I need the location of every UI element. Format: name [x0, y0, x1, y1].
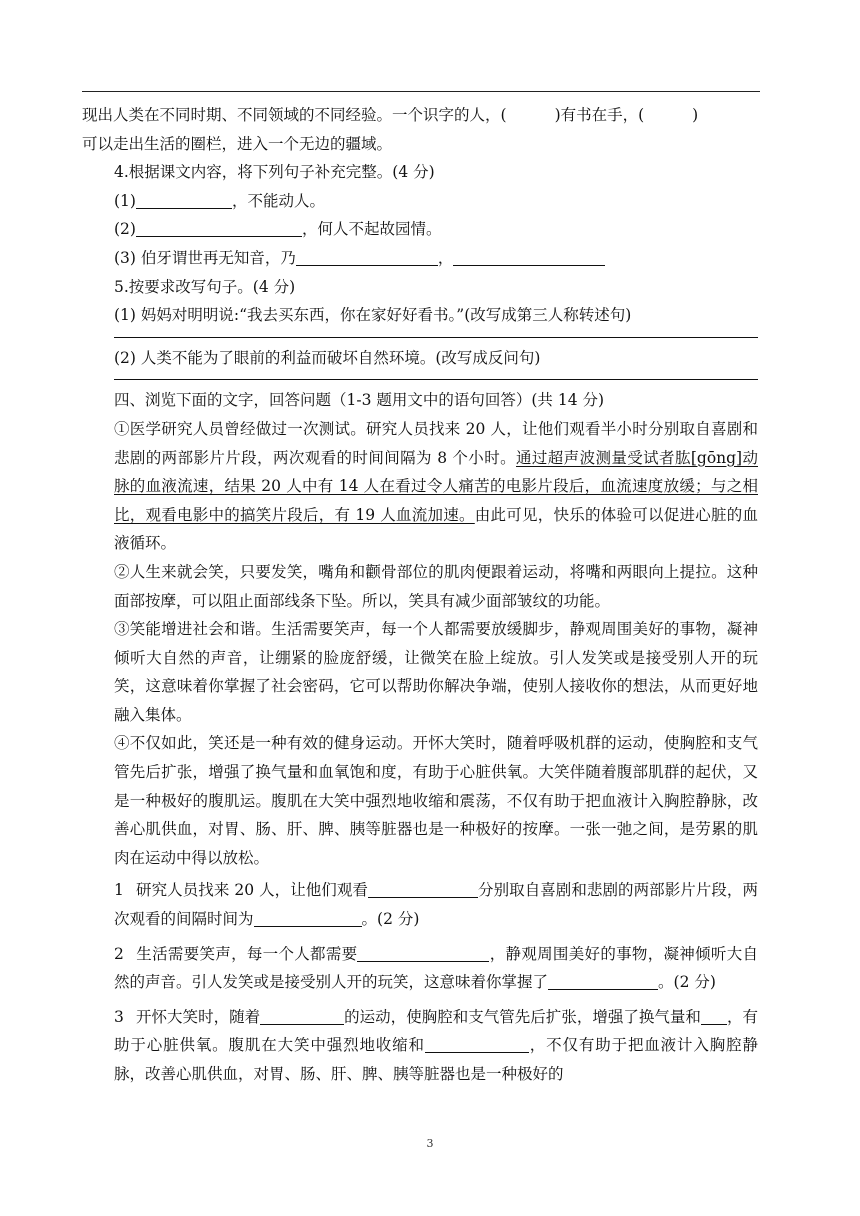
answer-blank[interactable] [548, 971, 658, 990]
answer-line[interactable] [114, 379, 758, 380]
continuation-line-2: 可以走出生活的圈栏，进入一个无边的疆域。 [82, 134, 393, 153]
answer-blank[interactable] [260, 1006, 344, 1025]
answer-line[interactable] [114, 337, 758, 338]
passage-paragraph-2: ②人生来就会笑，只要发笑，嘴角和颧骨部位的肌肉便跟着运动，将嘴和两眼向上提拉。这种面部按摩，可以阻止面部线条下坠。所以，笑具有减少面部皱纹的功能。 [114, 562, 758, 610]
q4-heading: 4.根据课文内容，将下列句子补充完整。(4 分) [114, 163, 435, 182]
answer-blank[interactable] [296, 247, 438, 266]
header-rule [82, 91, 760, 92]
reading-question-2: 2 生活需要笑声，每一个人都需要 ，静观周围美好的事物，凝神倾听大自然的声音。引人发笑或是接受别人开的玩笑，这意味着你掌握了 。(2 分) [114, 944, 758, 992]
passage-paragraph-4: ④不仅如此，笑还是一种有效的健身运动。开怀大笑时，随着呼吸机群的运动，使胸腔和支气管先后扩张，增强了换气量和血氧饱和度，有助于心脏供氧。大笑伴随着腹部肌群的起伏，又是一种极好的腹肌运。腹肌在大笑中强烈地收缩和震荡，不仅有助于把血液计入胸腔静脉，改善心肌供血，对胃、肠、肝、脾、胰等脏器也是一种极好的按摩。一张一弛之间，是劳累的肌肉在运动中得以放松。 [114, 734, 758, 867]
q5-item-1: (1) 妈妈对明明说:“我去买东西，你在家好好看书。”(改写成第三人称转述句) [114, 306, 632, 325]
page-content [82, 101, 758, 1089]
answer-blank[interactable] [357, 943, 489, 962]
q4-item-2: (2) ，何人不起故园情。 [114, 220, 442, 239]
answer-blank[interactable] [136, 218, 302, 237]
reading-question-1: 1 研究人员找来 20 人，让他们观看 分别取自喜剧和悲剧的两部影片片段，两次观看的间隔时间为 。(2 分) [114, 881, 758, 929]
answer-blank[interactable] [254, 908, 362, 927]
answer-blank[interactable] [701, 1006, 727, 1025]
continuation-line-1: 现出人类在不同时期、不同领域的不同经验。一个识字的人，( )有书在手，( ) [82, 106, 699, 124]
q4-item-1: (1) ，不能动人。 [114, 191, 325, 210]
answer-blank[interactable] [425, 1034, 529, 1053]
q5-heading: 5.按要求改写句子。(4 分) [114, 277, 296, 296]
page-number: 3 [426, 1137, 434, 1150]
q5-item-2: (2) 人类不能为了眼前的利益而破坏自然环境。(改写成反问句) [114, 348, 541, 367]
underlined-sentence: 通过超声波测量受试者肱[gōng]动脉的血液流速，结果 20 人中有 14 人在看过令人痛苦的电影片段后，血流速度放缓；与之相比，观看电影中的搞笑片段后，有 19 人血流加速。 [114, 448, 758, 524]
reading-question-3: 3 开怀大笑时，随着 的运动，使胸腔和支气管先后扩张，增强了换气量和 ，有助于心脏供氧。腹肌在大笑中强烈地收缩和 ，不仅有助于把血液计入胸腔静脉，改善心肌供血，对胃、肠、肝、脾、胰等脏器也是一种极好的 [114, 1007, 758, 1083]
answer-blank[interactable] [368, 879, 478, 898]
section-4-heading: 四、浏览下面的文字，回答问题（1-3 题用文中的语句回答）(共 14 分) [114, 391, 605, 410]
passage-paragraph-1: ①医学研究人员曾经做过一次测试。研究人员找来 20 人，让他们观看半小时分别取自喜剧和悲剧的两部影片片段，两次观看的时间间隔为 8 个小时。通过超声波测量受试者肱[gōng]动脉的血液流速，结果 20 人中有 14 人在看过令人痛苦的电影片段后，血流速度放缓；与之相比，观看电影中的搞笑片段后，有 19 人血流加速。由此可见，快乐的体验可以促进心脏的血液循环。 [114, 419, 758, 553]
answer-blank[interactable] [136, 190, 232, 209]
answer-blank[interactable] [453, 247, 605, 266]
q4-item-3: (3) 伯牙谓世再无知音，乃 ， [82, 244, 758, 273]
passage-paragraph-3: ③笑能增进社会和谐。生活需要笑声，每一个人都需要放缓脚步，静观周围美好的事物，凝神倾听大自然的声音，让绷紧的脸庞舒缓，让微笑在脸上绽放。引人发笑或是接受别人开的玩笑，这意味着你掌握了社会密码，它可以帮助你解决争端，使别人接收你的想法，从而更好地融入集体。 [114, 620, 758, 724]
